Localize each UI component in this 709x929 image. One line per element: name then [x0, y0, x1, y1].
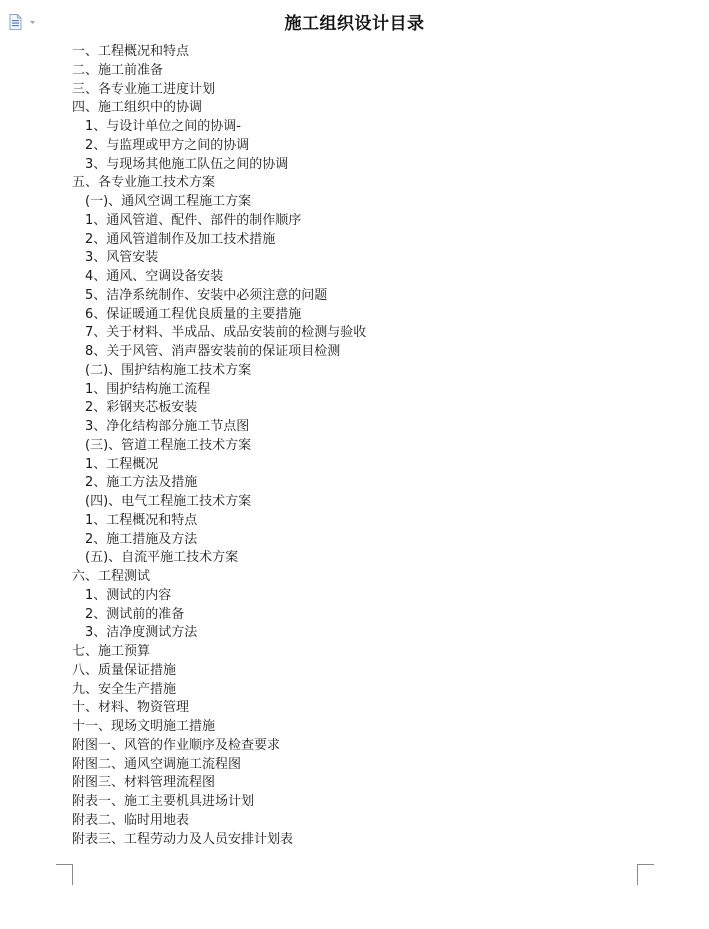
toc-entry: 十、材料、物资管理	[72, 700, 190, 716]
toc-entry: 2、施工方法及措施	[85, 475, 198, 491]
toc-entry: 1、通风管道、配件、部件的制作顺序	[85, 212, 302, 228]
toc-entry: 2、通风管道制作及加工技术措施	[85, 231, 276, 247]
toc-entry: 八、质量保证措施	[72, 662, 177, 678]
toc-entry: (二)、围护结构施工技术方案	[85, 362, 252, 378]
toc-entry: 附图二、通风空调施工流程图	[72, 756, 242, 772]
toc-entry: 五、各专业施工技术方案	[72, 175, 216, 191]
crop-mark-left	[56, 864, 73, 885]
table-of-contents	[72, 43, 366, 849]
toc-entry: 附图三、材料管理流程图	[72, 775, 216, 791]
toc-entry: 十一、现场文明施工措施	[72, 719, 216, 734]
toc-entry: 四、施工组织中的协调	[72, 100, 203, 116]
toc-entry: 2、与监理或甲方之间的协调	[85, 137, 250, 153]
toc-entry: 2、测试前的准备	[85, 606, 185, 622]
toc-entry: 附表一、施工主要机具进场计划	[72, 794, 255, 809]
toc-entry: 3、净化结构部分施工节点图	[85, 419, 250, 434]
toc-entry: 3、风管安装	[85, 250, 159, 266]
toc-entry: 4、通风、空调设备安装	[85, 269, 224, 284]
toc-entry: 九、安全生产措施	[72, 681, 177, 697]
toc-entry: (五)、自流平施工技术方案	[85, 550, 239, 566]
toc-entry: 三、各专业施工进度计划	[72, 81, 216, 97]
toc-entry: 1、围护结构施工流程	[85, 381, 211, 397]
toc-entry: 附表二、临时用地表	[72, 812, 190, 828]
toc-entry: 3、洁净度测试方法	[85, 625, 198, 641]
toc-entry: (三)、管道工程施工技术方案	[85, 437, 252, 453]
crop-mark-right	[637, 864, 654, 885]
toc-entry: 1、测试的内容	[85, 587, 172, 603]
toc-entry: 1、工程概况	[85, 456, 159, 472]
toc-entry: (四)、电气工程施工技术方案	[85, 494, 252, 509]
toc-entry: 附图一、风管的作业顺序及检查要求	[72, 737, 281, 753]
toc-entry: (一)、通风空调工程施工方案	[85, 194, 252, 209]
toc-entry: 1、与设计单位之间的协调-	[85, 119, 241, 134]
toc-entry: 一、工程概况和特点	[72, 44, 190, 59]
toc-entry: 5、洁净系统制作、安装中必须注意的问题	[85, 287, 328, 303]
toc-entry: 2、彩钢夹芯板安装	[85, 400, 198, 416]
toc-entry: 2、施工措施及方法	[85, 531, 198, 547]
toc-entry: 7、关于材料、半成品、成品安装前的检测与验收	[85, 325, 367, 341]
toc-entry: 3、与现场其他施工队伍之间的协调	[85, 156, 289, 172]
toc-entry: 附表三、工程劳动力及人员安排计划表	[72, 831, 294, 847]
page-title: 施工组织设计目录	[284, 14, 425, 34]
toc-entry: 6、保证暖通工程优良质量的主要措施	[85, 306, 302, 322]
toc-entry: 七、施工预算	[72, 644, 151, 659]
toc-entry: 8、关于风管、消声器安装前的保证项目检测	[85, 344, 341, 359]
toc-entry: 1、工程概况和特点	[85, 512, 198, 528]
toc-entry: 二、施工前准备	[72, 62, 164, 78]
toc-entry: 六、工程测试	[72, 569, 151, 584]
